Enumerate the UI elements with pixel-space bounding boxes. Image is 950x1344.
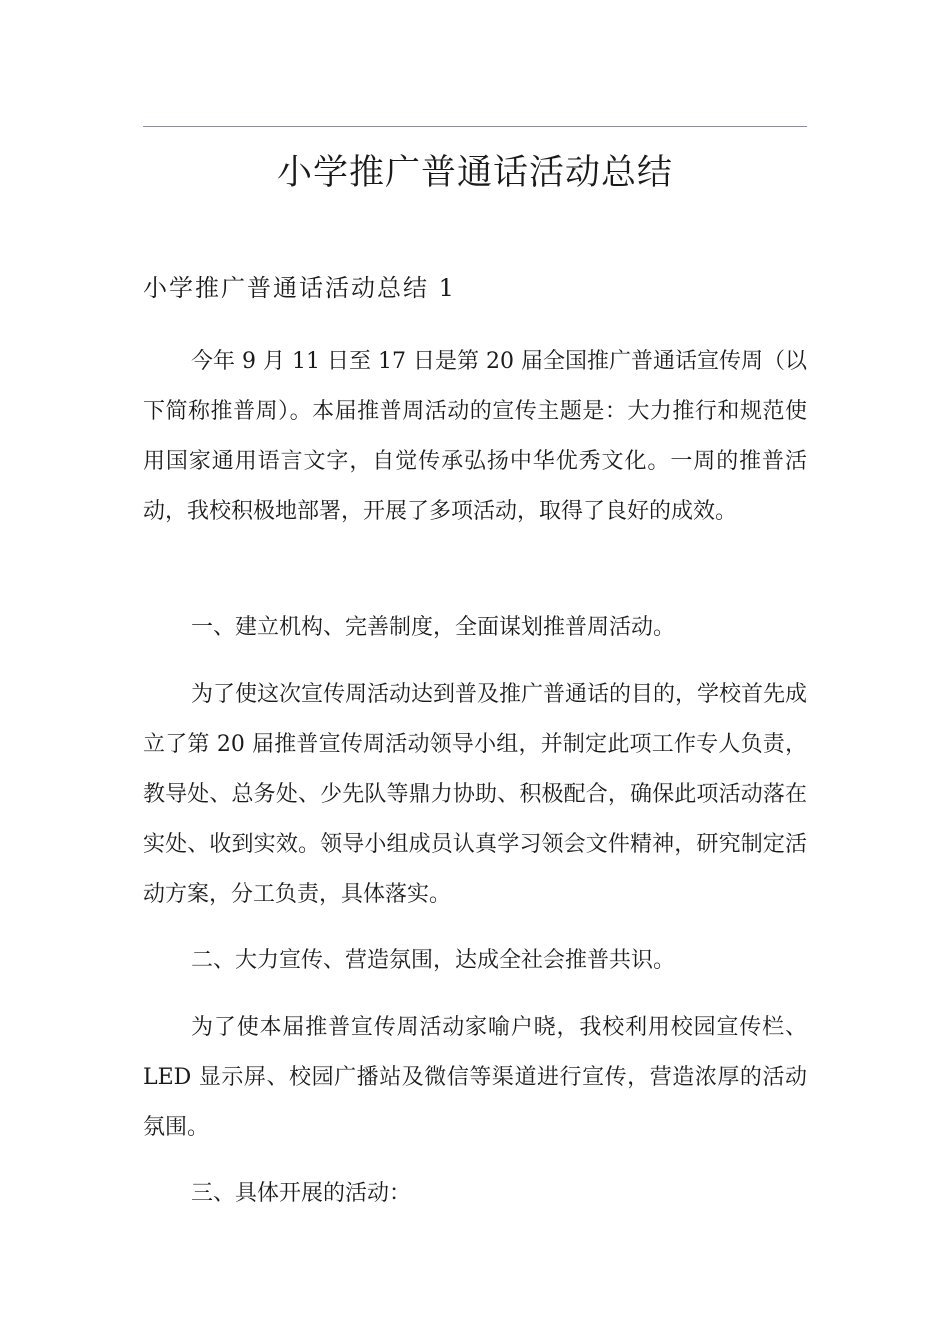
section-heading: 小学推广普通话活动总结 1 [143,274,456,302]
paragraph-intro: 今年 9 月 11 日至 17 日是第 20 届全国推广普通话宣传周（以下简称推普周）。本届推普周活动的宣传主题是：大力推行和规范使用国家通用语言文字，自觉传承弘扬中华优秀文化。一周的推普活动，我校积极地部署，开展了多项活动，取得了良好的成效。 [143,349,807,524]
paragraph-publicity: 为了使本届推普宣传周活动家喻户晓，我校利用校园宣传栏、LED 显示屏、校园广播站及微信等渠道进行宣传，营造浓厚的活动氛围。 [143,1015,807,1140]
document-title: 小学推广普通话活动总结 [276,153,673,193]
paragraph-organization: 为了使这次宣传周活动达到普及推广普通话的目的，学校首先成立了第 20 届推普宣传周活动领导小组，并制定此项工作专人负责，教导处、总务处、少先队等鼎力协助、积极配合，确保此项活动落在实处、收到实效。领导小组成员认真学习领会文件精神，研究制定活动方案，分工负责，具体落实。 [143,682,808,907]
subheading-three: 三、具体开展的活动： [191,1181,412,1206]
subheading-two: 二、大力宣传、营造氛围，达成全社会推普共识。 [191,948,676,973]
header-rule [143,126,807,127]
subheading-one: 一、建立机构、完善制度，全面谋划推普周活动。 [191,615,676,640]
